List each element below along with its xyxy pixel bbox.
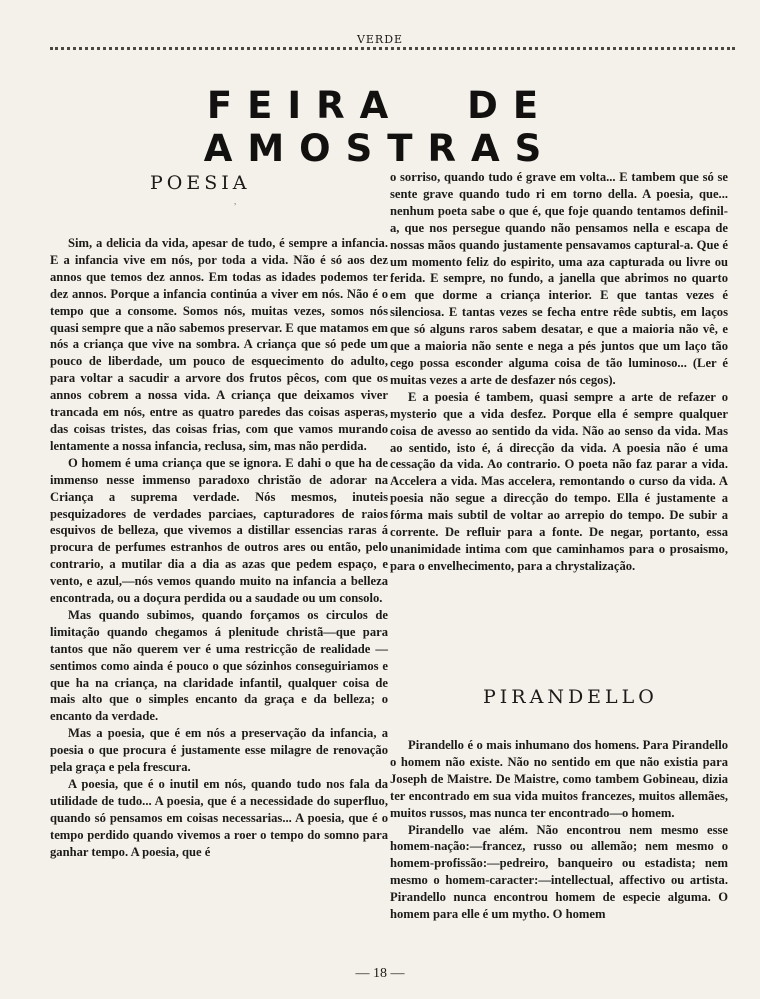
right-column-pirandello <box>390 737 728 923</box>
page-number: — 18 — <box>355 966 405 981</box>
paragraph: Sim, a delicia da vida, apesar de tudo, é sempre a infancia. E a infancia vive em nós, por toda a vida. Não é só aos dez annos que temos dez annos. Em todas as idades podemos ter dez annos. Porque a infancia continúa a viver em nós. Não é o tempo que a consome. Somos nós, muitas vezes, somos nós quasi sempre que a não sabemos preservar. E que matamos em nós a criança que vive na sombra. A criança que só pede um pouco de liberdade, um pouco de esquecimento do adulto, para voltar a sacudir a arvore dos frutos pêcos, com que os annos cobrem a nossa vida. A criança que deixamos viver trancada em nós, entre as quatro paredes das coisas asperas, das coisas tristes, das coisas frias, com que vamos murando lentamente a nossa infancia, reclusa, sim, mas não perdida. <box>50 236 388 453</box>
paragraph: Mas a poesia, que é em nós a preservação da infancia, a poesia o que procura é justamente esse milagre de renovação pela graça e pela frescura. <box>50 726 388 775</box>
page-title: FEIRA DE AMOSTRAS <box>203 84 557 170</box>
right-column-poesia <box>390 169 728 575</box>
paragraph: A poesia, que é o inutil em nós, quando tudo nos fala da utilidade de tudo... A poesia, que é a necessidade do superfluo, quando só pensamos em coisas necessarias... A poesia, que é o tempo perdido quando vivemos a roer o tempo do somno para ganhar tempo. A poesia, que é <box>50 777 388 859</box>
paragraph: E a poesia é tambem, quasi sempre a arte de refazer o mysterio que a vida desfez. Porque ella é sempre qualquer coisa de avesso ao sentido da vida. Não ao senso da vida. Mas ao sentido, isto é, á direcção da vida. A poesia não é uma cessação da vida. Ao contrario. O poeta não faz parar a vida. Accelera a vida. Mas accelera, remontando o curso da vida. A poesia não segue a direcção do tempo. Ella é justamente a fórma mais subtil de voltar ao arrepio do tempo. De subir a corrente. De refluir para a fonte. De negar, portanto, essa unanimidade intima com que caminhamos para o prosaismo, para o envelhecimento, para a chrystalização. <box>390 389 728 573</box>
paragraph: Pirandello é o mais inhumano dos homens. Para Pirandello o homem não existe. Não no sentido em que não existia para Joseph de Maistre. De Maistre, como tambem Gobineau, dizia ter encontrado em sua vida muitos francezes, muitos allemães, muitos russos, mas nunca ter encontrado—o homem. <box>390 738 728 820</box>
header-rule <box>50 47 735 50</box>
running-head: VERDE <box>356 33 404 46</box>
paragraph: Mas quando subimos, quando forçamos os circulos de limitação quando chegamos á plenitude christã—que para tantos que não querem ver é uma restricção de realidade — sentimos como ainda é pouco o que sózinhos conseguiriamos e que ha na criança, na claridade infantil, qualquer coisa de mais alto que o simples encanto da graça e da belleza; o encanto da verdade. <box>50 607 388 724</box>
left-column <box>50 235 388 861</box>
ornament-mark: , <box>234 196 237 206</box>
paragraph: o sorriso, quando tudo é grave em volta... E tambem que só se sente grave quando tudo ri em torno della. A poesia, que... nenhum poeta sabe o que é, que foje quando tentamos definil-a, que nos persegue quando não pensamos nella e escapa de nossas mãos quando justamente pensavamos captural-a. Que é um momento feliz do espirito, uma aza capturada ou livre ou ferida. E sempre, no fundo, a janella que abrimos no quarto em que dorme a criança interior. E que tantas vezes é silenciosa. E tantas vezes se fecha entre rêde subtis, em laços que só alguns raros sabem desatar, e que a maioria não vê, e que a maioria não sente e nega a pés juntos que um laço tão cego possa esconder alguma coisa de tão luminoso... (Ler é muitas vezes a arte de desfazer nós cegos). <box>390 170 728 387</box>
paragraph: O homem é uma criança que se ignora. E dahi o que ha de immenso nesse immenso paradoxo christão de adorar na Criança a suprema verdade. Nós mesmos, inuteis pesquizadores de verdades parciaes, capturadores de raios esquivos de belleza, que vivemos a distillar essencias raras á procura de perfumes estranhos de outros ares ou então, pelo contrario, a mutilar dia a dia as azas que pedem espaço, e vento, e azul,—nós vemos quando muito na infancia a belleza encontrada, ou a doçura perdida ou a saudade ou um consolo. <box>50 455 388 606</box>
section-title-pirandello: PIRANDELLO <box>483 686 658 708</box>
paragraph: Pirandello vae além. Não encontrou nem mesmo esse homem-nação:—francez, russo ou allemão; nem mesmo o homem-profissão:—pedreiro, banqueiro ou estadista; nem mesmo o homem-caracter:—intellectual, affectivo ou artista. Pirandello nunca encontrou homem de especie alguma. O homem para elle é um mytho. O homem <box>390 822 728 922</box>
section-title-poesia: POESIA <box>150 172 251 194</box>
